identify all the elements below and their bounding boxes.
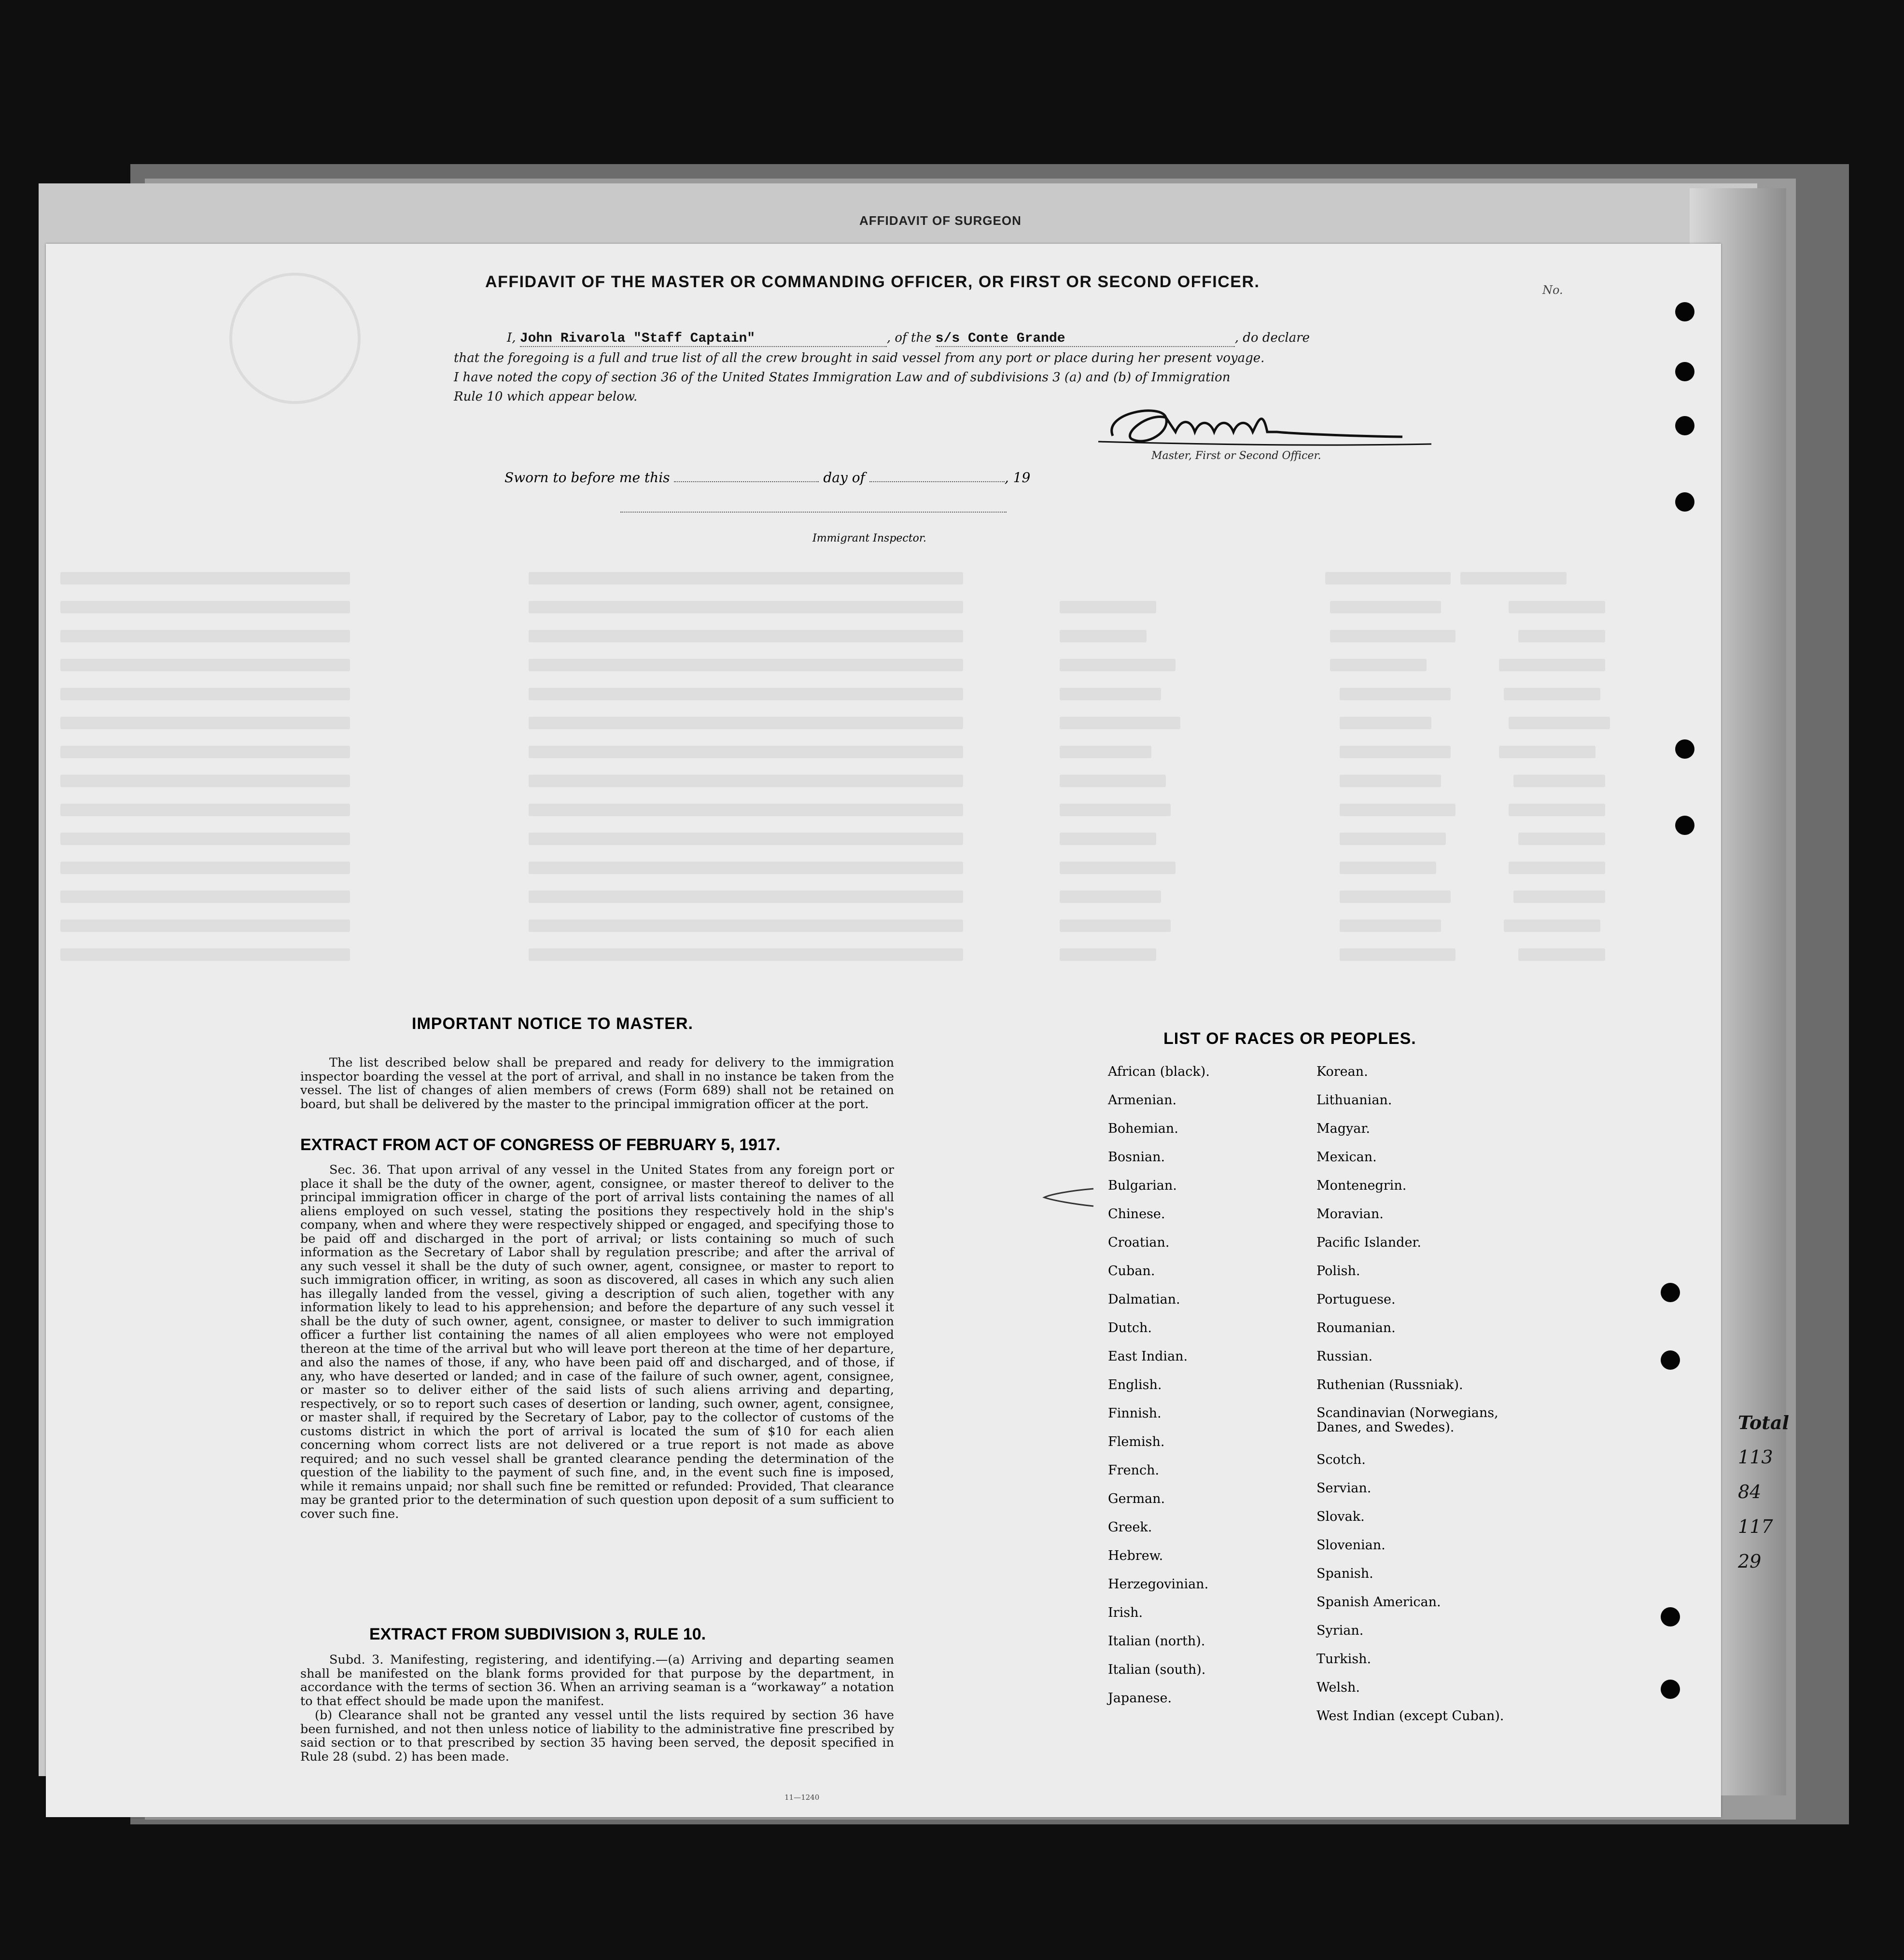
race-item: Scotch. — [1316, 1452, 1366, 1467]
race-item: Bulgarian. — [1108, 1178, 1177, 1193]
race-item: Ruthenian (Russniak). — [1316, 1377, 1463, 1392]
race-item: Italian (north). — [1108, 1634, 1205, 1649]
race-item: Italian (south). — [1108, 1662, 1206, 1677]
races-list-right — [1316, 1064, 1529, 1737]
races-list-left — [1108, 1064, 1210, 1719]
race-item: Finnish. — [1108, 1406, 1162, 1421]
punch-hole — [1661, 1283, 1680, 1302]
race-item: Portuguese. — [1316, 1292, 1396, 1307]
race-item: French. — [1108, 1463, 1160, 1478]
affidavit-page — [46, 244, 1721, 1817]
race-item: Herzegovinian. — [1108, 1577, 1209, 1592]
faint-stamp — [229, 273, 361, 404]
notice-body: The list described below shall be prepared and ready for delivery to the immigration inspector boarding the vessel at the port of arrival, and shall in no instance be taken from the vessel. The list of changes of alien members of crews (Form 689) shall not be retained on board, but shall be delivered by the master to the principal immigration officer at the port. — [300, 1056, 894, 1112]
tally-value: 113 — [1738, 1446, 1773, 1468]
race-item: African (black). — [1108, 1064, 1210, 1079]
race-item: Lithuanian. — [1316, 1093, 1392, 1108]
affidavit-title: AFFIDAVIT OF THE MASTER OR COMMANDING OFFICER, OR FIRST OR SECOND OFFICER. — [485, 273, 1260, 291]
punch-hole — [1675, 739, 1694, 759]
subdivision-3b-text: (b) Clearance shall not be granted any vessel until the lists required by section 36 have been furnished, and not then unless notice of liability to the administrative fine prescribed by said section or to that prescribed by section 35 having been served, the deposit specified in Rule 28 (subd. 2) has been made. — [300, 1708, 894, 1764]
race-item: Turkish. — [1316, 1652, 1372, 1667]
sworn-prefix: Sworn to before me this — [504, 470, 670, 486]
races-title: LIST OF RACES OR PEOPLES. — [1163, 1029, 1416, 1048]
punch-hole — [1675, 492, 1694, 512]
margin-tally — [1738, 1412, 1789, 1585]
race-item: Greek. — [1108, 1520, 1152, 1535]
race-item: Pacific Islander. — [1316, 1235, 1421, 1250]
tally-value: 84 — [1738, 1481, 1762, 1502]
race-item: Bosnian. — [1108, 1150, 1165, 1165]
race-item: Armenian. — [1108, 1093, 1177, 1108]
punch-hole — [1675, 416, 1694, 435]
officer-signature — [1093, 398, 1441, 456]
subdivision-3a-text: Subd. 3. Manifesting, registering, and identifying.—(a) Arriving and departing seamen shall be manifested on the blank forms provided for that purpose by the department, in accordance with the terms of section 36. When an arriving seaman is a “workaway” a notation to that effect should be made upon the manifest. — [300, 1653, 894, 1709]
race-item: Dutch. — [1108, 1321, 1152, 1335]
sworn-month-blank — [869, 481, 1005, 482]
sworn-year-label: , 19 — [1004, 470, 1031, 486]
race-item: Montenegrin. — [1316, 1178, 1407, 1193]
race-item: Bohemian. — [1108, 1121, 1178, 1136]
race-item: West Indian (except Cuban). — [1316, 1709, 1504, 1724]
race-item: Mexican. — [1316, 1150, 1377, 1165]
race-item: Spanish American. — [1316, 1595, 1441, 1610]
sworn-date-blank — [674, 481, 819, 482]
declaration-line-2: that the foregoing is a full and true list of all the crew brought in said vessel from any port or place during her present voyage. — [454, 351, 1265, 365]
race-item: Moravian. — [1316, 1207, 1384, 1222]
declaration-prefix: I, — [507, 331, 516, 345]
race-item: Slovak. — [1316, 1509, 1365, 1524]
race-item: Servian. — [1316, 1481, 1372, 1496]
race-item: Spanish. — [1316, 1566, 1373, 1581]
race-item: Welsh. — [1316, 1680, 1360, 1695]
declaration-line-1 — [507, 331, 1310, 347]
number-label: No. — [1542, 283, 1563, 297]
declaration-line-3: I have noted the copy of section 36 of the United States Immigration Law and of subdivisions 3 (a) and (b) of Immigration — [454, 370, 1231, 385]
race-item: East Indian. — [1108, 1349, 1188, 1364]
declaration-mid: , of the — [886, 331, 932, 345]
race-item: Dalmatian. — [1108, 1292, 1180, 1307]
race-item: Japanese. — [1108, 1691, 1172, 1706]
declaration-suffix: , do declare — [1234, 331, 1310, 345]
race-item: Croatian. — [1108, 1235, 1170, 1250]
punch-hole — [1675, 302, 1694, 321]
tally-label: Total — [1738, 1412, 1789, 1433]
inspector-label: Immigrant Inspector. — [812, 532, 926, 544]
punch-hole — [1661, 1680, 1680, 1699]
race-item: Irish. — [1108, 1605, 1143, 1620]
section-36-text: Sec. 36. That upon arrival of any vessel in the United States from any foreign port or place it shall be the duty of the owner, agent, consignee, or master thereof to deliver to the principal immigration officer in charge of the port of arrival lists containing the names of all aliens employed on such vessel, stating the positions they respectively hold in the ship's company, when and where they were respectively shipped or engaged, and specifying those to be paid off and discharged in the port of arrival; or lists containing so much of such information as the Secretary of Labor shall by regulation prescribe; and after the arrival of any such vessel it shall be the duty of such owner, agent, consignee, or master to report to such immigration officer, in writing, as soon as discovered, all cases in which any such alien has illegally landed from the vessel, giving a description of such alien, together with any information likely to lead to his apprehension; and before the departure of any such vessel it shall be the duty of such owner, agent, consignee, or master to deliver to such immigration officer a further list containing the names of all alien employees who were not employed thereon at the time of the arrival but who will leave port thereon at the time of her departure, and also the names of those, if any, who have been paid off and discharged, and of those, if any, who have deserted or landed; and in case of the failure of such owner, agent, consignee, or master so to deliver either of the said lists of such aliens arriving and departing, respectively, or so to report such cases of desertion or landing, such owner, agent, consignee, or master shall, if required by the Secretary of Labor, pay to the collector of customs of the customs district in which the port of arrival is located the sum of $10 for each alien concerning whom correct lists are not delivered or a true report is not made as above required; and no such vessel shall be granted clearance pending the determination of the question of the liability to the payment of such fine, and, in the event such fine is imposed, while it remains unpaid; nor shall such fine be remitted or refunded: Provided, That clearance may be granted prior to the determination of such question upon deposit of a sum sufficient to cover such fine. — [300, 1163, 894, 1521]
race-item: Syrian. — [1316, 1623, 1364, 1638]
race-item: English. — [1108, 1377, 1162, 1392]
vessel-name: s/s Conte Grande — [936, 331, 1235, 347]
race-item: Magyar. — [1316, 1121, 1370, 1136]
punch-hole — [1675, 362, 1694, 381]
form-code: 11—1240 — [784, 1793, 820, 1802]
tally-value: 117 — [1738, 1516, 1773, 1537]
race-item: German. — [1108, 1491, 1165, 1506]
notice-title: IMPORTANT NOTICE TO MASTER. — [412, 1015, 693, 1033]
tally-value: 29 — [1738, 1551, 1762, 1572]
sworn-line — [504, 470, 1030, 486]
race-item: Slovenian. — [1316, 1538, 1386, 1553]
race-item: Scandinavian (Norwegians, Danes, and Swedes). — [1316, 1405, 1498, 1435]
sworn-day-label: day of — [823, 470, 865, 486]
extract-act-title: EXTRACT FROM ACT OF CONGRESS OF FEBRUARY 5, 1917. — [300, 1136, 781, 1154]
pencil-arrow-mark — [1040, 1185, 1098, 1209]
race-item: Flemish. — [1108, 1434, 1165, 1449]
signature-caption: Master, First or Second Officer. — [1151, 450, 1321, 462]
background-header: AFFIDAVIT OF SURGEON — [859, 213, 1022, 228]
race-item: Russian. — [1316, 1349, 1373, 1364]
officer-name: John Rivarola "Staff Captain" — [520, 331, 887, 347]
punch-hole — [1661, 1607, 1680, 1626]
extract-rule-title: EXTRACT FROM SUBDIVISION 3, RULE 10. — [369, 1625, 706, 1643]
inspector-signature-blank — [620, 512, 1007, 513]
race-item: Korean. — [1316, 1064, 1368, 1079]
punch-hole — [1675, 816, 1694, 835]
race-item: Hebrew. — [1108, 1548, 1163, 1563]
declaration-line-4: Rule 10 which appear below. — [454, 389, 638, 404]
race-item: Cuban. — [1108, 1264, 1155, 1279]
race-item: Chinese. — [1108, 1207, 1165, 1222]
race-item: Roumanian. — [1316, 1321, 1396, 1335]
punch-hole — [1661, 1350, 1680, 1370]
race-item: Polish. — [1316, 1264, 1360, 1279]
